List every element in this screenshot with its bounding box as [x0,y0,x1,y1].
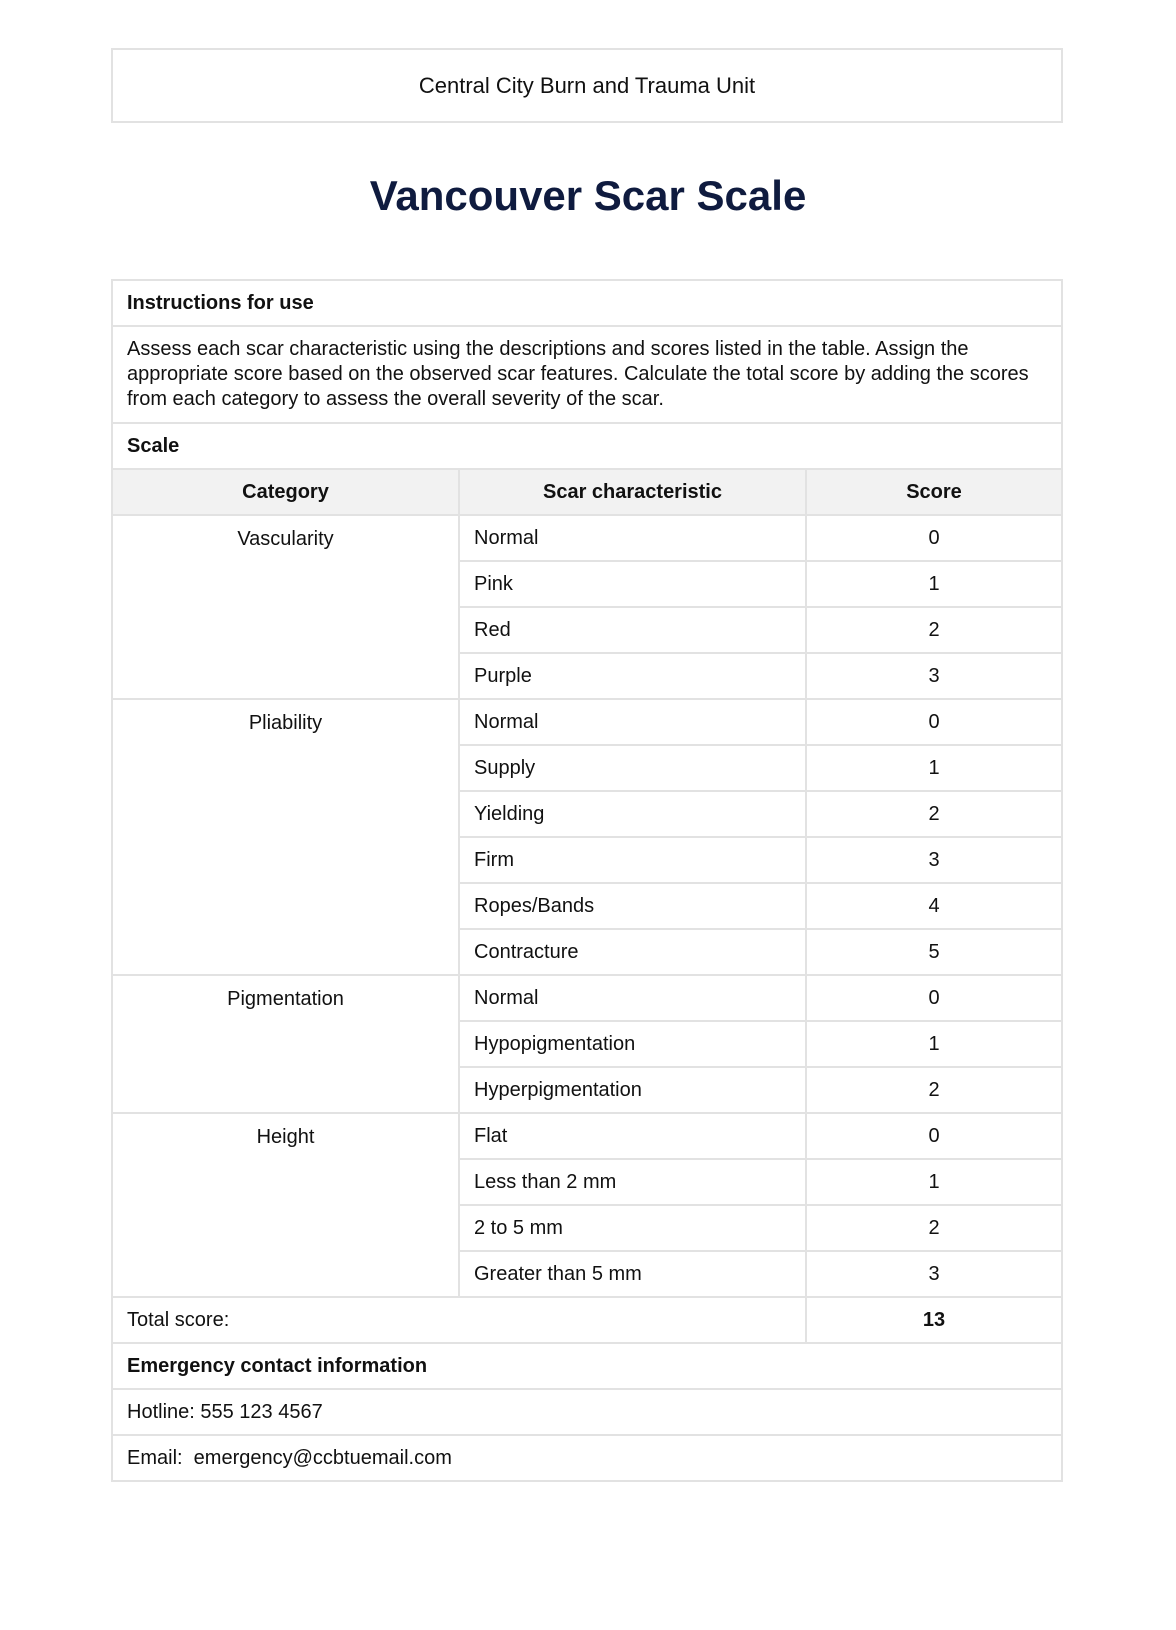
characteristic-cell: Greater than 5 mm [459,1251,806,1297]
instructions-text: Assess each scar characteristic using the descriptions and scores listed in the table. Assign the appropriate score based on the observed scar features. Calculate the total score by adding the scores from each category to assess the overall severity of the scar. [112,326,1062,423]
column-header-characteristic: Scar characteristic [459,469,806,515]
score-cell: 3 [806,1251,1062,1297]
characteristic-cell: Normal [459,699,806,745]
score-cell: 2 [806,1067,1062,1113]
category-cell: Pigmentation [112,975,459,1113]
score-cell: 4 [806,883,1062,929]
score-cell: 1 [806,745,1062,791]
characteristic-cell: Purple [459,653,806,699]
instructions-heading: Instructions for use [112,280,1062,326]
page-title: Vancouver Scar Scale [369,172,807,219]
score-cell: 0 [806,699,1062,745]
score-cell: 0 [806,975,1062,1021]
instructions-heading-row [112,280,1062,326]
scale-heading: Scale [112,423,1062,469]
email-row [112,1435,1062,1481]
column-header-score: Score [806,469,1062,515]
score-cell: 5 [806,929,1062,975]
characteristic-cell: Ropes/Bands [459,883,806,929]
score-cell: 1 [806,561,1062,607]
table-row [112,1113,1062,1159]
score-cell: 0 [806,515,1062,561]
column-header-row [112,469,1062,515]
column-header-category: Category [112,469,459,515]
emergency-heading-row [112,1343,1062,1389]
characteristic-cell: Supply [459,745,806,791]
scale-table [111,279,1063,1482]
characteristic-cell: 2 to 5 mm [459,1205,806,1251]
characteristic-cell: Less than 2 mm [459,1159,806,1205]
score-cell: 0 [806,1113,1062,1159]
characteristic-cell: Hypopigmentation [459,1021,806,1067]
header-box [111,48,1063,123]
score-cell: 1 [806,1021,1062,1067]
score-cell: 2 [806,1205,1062,1251]
characteristic-cell: Hyperpigmentation [459,1067,806,1113]
hotline-row [112,1389,1062,1435]
email: Email: emergency@ccbtuemail.com [112,1435,1062,1481]
characteristic-cell: Firm [459,837,806,883]
table-row [112,699,1062,745]
characteristic-cell: Yielding [459,791,806,837]
emergency-heading: Emergency contact information [112,1343,1062,1389]
characteristic-cell: Contracture [459,929,806,975]
score-cell: 2 [806,607,1062,653]
total-value: 13 [806,1297,1062,1343]
total-row [112,1297,1062,1343]
instructions-text-row [112,326,1062,423]
total-label: Total score: [112,1297,806,1343]
characteristic-cell: Normal [459,515,806,561]
characteristic-cell: Normal [459,975,806,1021]
category-cell: Height [112,1113,459,1297]
score-cell: 3 [806,653,1062,699]
table-row [112,515,1062,561]
scale-heading-row [112,423,1062,469]
characteristic-cell: Red [459,607,806,653]
organization-name: Central City Burn and Trauma Unit [418,72,756,98]
category-cell: Pliability [112,699,459,975]
hotline: Hotline: 555 123 4567 [112,1389,1062,1435]
score-cell: 3 [806,837,1062,883]
characteristic-cell: Pink [459,561,806,607]
table-row [112,975,1062,1021]
score-cell: 1 [806,1159,1062,1205]
score-cell: 2 [806,791,1062,837]
category-cell: Vascularity [112,515,459,699]
characteristic-cell: Flat [459,1113,806,1159]
